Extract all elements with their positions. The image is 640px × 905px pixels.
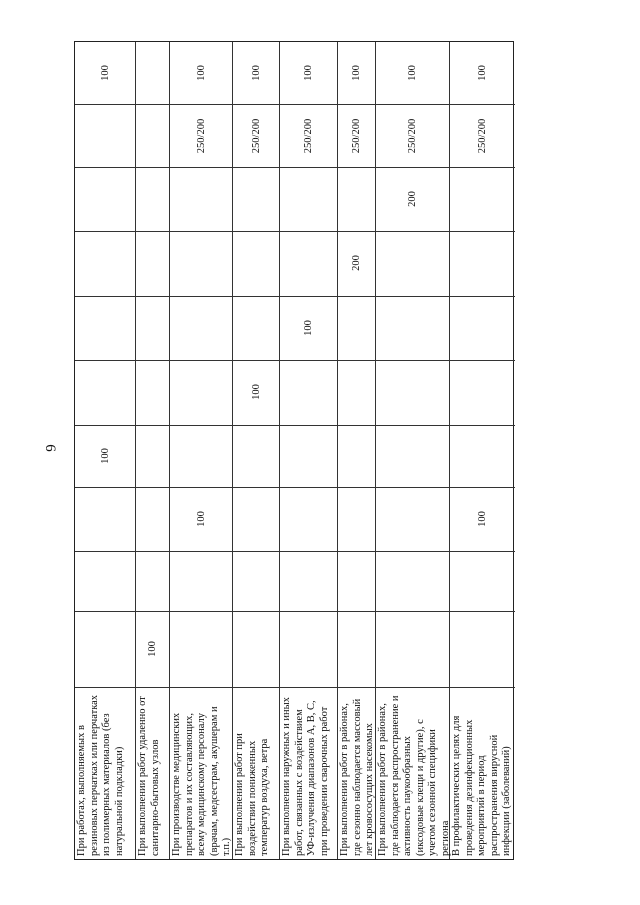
cell-divider	[450, 611, 515, 612]
value-cell: 100	[250, 65, 262, 81]
value-cell: 100	[303, 320, 314, 336]
cell-divider	[136, 687, 169, 688]
cell-divider	[376, 360, 449, 361]
row-description: При выполнении работ удаленно от санитарно-бытовых узлов	[137, 696, 161, 856]
value-cell: 100	[303, 65, 314, 81]
cell-divider	[170, 167, 232, 168]
cell-divider	[170, 231, 232, 232]
value-cell: 100	[407, 65, 418, 81]
value-cell: 100	[195, 511, 207, 527]
row-description-cell	[376, 689, 449, 859]
row-description-cell	[280, 689, 337, 859]
row-description: При выполнении работ при воздействии пониженных температур воздуха, ветра	[234, 733, 270, 856]
cell-divider	[136, 296, 169, 297]
cell-divider	[280, 167, 337, 168]
table-row	[376, 42, 450, 859]
cell-divider	[75, 551, 135, 552]
cell-divider	[233, 231, 279, 232]
cell-divider	[136, 360, 169, 361]
cell-divider	[450, 360, 515, 361]
cell-divider	[75, 425, 135, 426]
row-description: При работах, выполняемых в резиновых перчатках или перчатках из полимерных материалов (без натуральной подкладки)	[76, 694, 125, 856]
cell-divider	[233, 296, 279, 297]
cell-divider	[280, 296, 337, 297]
cell-divider	[136, 104, 169, 105]
cell-divider	[376, 296, 449, 297]
cell-divider	[338, 360, 375, 361]
value-cell: 100	[99, 448, 111, 464]
cell-divider	[280, 487, 337, 488]
cell-divider	[280, 231, 337, 232]
cell-divider	[233, 104, 279, 105]
cell-divider	[136, 611, 169, 612]
value-cell: 250/200	[351, 118, 362, 154]
cell-divider	[376, 611, 449, 612]
cell-divider	[280, 687, 337, 688]
row-description-cell	[450, 689, 515, 859]
cell-divider	[136, 231, 169, 232]
cell-divider	[280, 611, 337, 612]
cell-divider	[450, 231, 515, 232]
cell-divider	[450, 551, 515, 552]
cell-divider	[376, 167, 449, 168]
table-row	[338, 42, 376, 859]
cell-divider	[170, 360, 232, 361]
cell-divider	[450, 104, 515, 105]
cell-divider	[170, 425, 232, 426]
cell-divider	[75, 167, 135, 168]
cell-divider	[75, 104, 135, 105]
value-cell: 250/200	[303, 118, 314, 154]
value-cell: 100	[99, 65, 111, 81]
cell-divider	[233, 167, 279, 168]
cell-divider	[338, 687, 375, 688]
row-description-cell	[136, 689, 169, 859]
value-cell: 250/200	[195, 118, 207, 154]
row-description-cell	[75, 689, 135, 859]
cell-divider	[170, 611, 232, 612]
cell-divider	[136, 551, 169, 552]
cell-divider	[376, 231, 449, 232]
cell-divider	[75, 687, 135, 688]
cell-divider	[233, 687, 279, 688]
cell-divider	[280, 360, 337, 361]
value-cell: 100	[147, 641, 158, 657]
cell-divider	[338, 104, 375, 105]
cell-divider	[136, 487, 169, 488]
table-row	[233, 42, 280, 859]
cell-divider	[170, 487, 232, 488]
cell-divider	[338, 551, 375, 552]
value-cell: 100	[195, 65, 207, 81]
table-row	[450, 42, 515, 859]
hygiene-norms-table	[74, 41, 514, 860]
row-description: При производстве медицинских препаратов и их составляющих, всему медицинскому персоналу (врачам, медсестрам, акушерам и т.п.)	[171, 706, 232, 856]
value-cell: 200	[407, 191, 418, 207]
cell-divider	[280, 104, 337, 105]
cell-divider	[376, 487, 449, 488]
table-row	[136, 42, 170, 859]
cell-divider	[75, 231, 135, 232]
cell-divider	[75, 360, 135, 361]
row-description-cell	[233, 689, 279, 859]
table-row	[170, 42, 233, 859]
cell-divider	[136, 425, 169, 426]
cell-divider	[170, 551, 232, 552]
cell-divider	[338, 231, 375, 232]
cell-divider	[170, 296, 232, 297]
value-cell: 100	[476, 511, 488, 527]
cell-divider	[75, 296, 135, 297]
row-description-cell	[338, 689, 375, 859]
cell-divider	[450, 487, 515, 488]
cell-divider	[75, 611, 135, 612]
value-cell: 100	[250, 384, 262, 400]
cell-divider	[233, 487, 279, 488]
cell-divider	[170, 104, 232, 105]
row-description: При выполнении работ в районах, где сезонно наблюдается массовый лет кровососущих насекомых	[339, 698, 375, 856]
table-row	[280, 42, 338, 859]
cell-divider	[338, 425, 375, 426]
cell-divider	[450, 167, 515, 168]
cell-divider	[280, 425, 337, 426]
value-cell: 250/200	[407, 118, 418, 154]
value-cell: 200	[351, 255, 362, 271]
cell-divider	[280, 551, 337, 552]
cell-divider	[338, 296, 375, 297]
cell-divider	[338, 611, 375, 612]
cell-divider	[75, 487, 135, 488]
cell-divider	[450, 687, 515, 688]
cell-divider	[338, 487, 375, 488]
page-number: 6	[42, 444, 58, 452]
cell-divider	[376, 104, 449, 105]
row-description: При выполнении работ в районах, где наблюдается распространение и активность паукообразных (иксодовые клещи и другие), с учетом сезонной специфики региона	[377, 695, 451, 856]
cell-divider	[233, 425, 279, 426]
value-cell: 250/200	[476, 118, 488, 154]
value-cell: 100	[476, 65, 488, 81]
row-description: В профилактических целях для проведения дезинфекционных мероприятий в период распространения вирусной инфекции (заболеваний)	[451, 715, 512, 856]
cell-divider	[376, 425, 449, 426]
cell-divider	[233, 551, 279, 552]
cell-divider	[136, 167, 169, 168]
row-description: При выполнении наружных и иных работ, связанных с воздействием УФ-излучения диапазонов А, В, С, при проведении сварочных работ	[281, 697, 330, 856]
cell-divider	[170, 687, 232, 688]
value-cell: 100	[351, 65, 362, 81]
value-cell: 250/200	[250, 118, 262, 154]
row-description-cell	[170, 689, 232, 859]
cell-divider	[450, 296, 515, 297]
cell-divider	[376, 687, 449, 688]
cell-divider	[233, 611, 279, 612]
table-row	[75, 42, 136, 859]
cell-divider	[450, 425, 515, 426]
cell-divider	[233, 360, 279, 361]
cell-divider	[376, 551, 449, 552]
cell-divider	[338, 167, 375, 168]
